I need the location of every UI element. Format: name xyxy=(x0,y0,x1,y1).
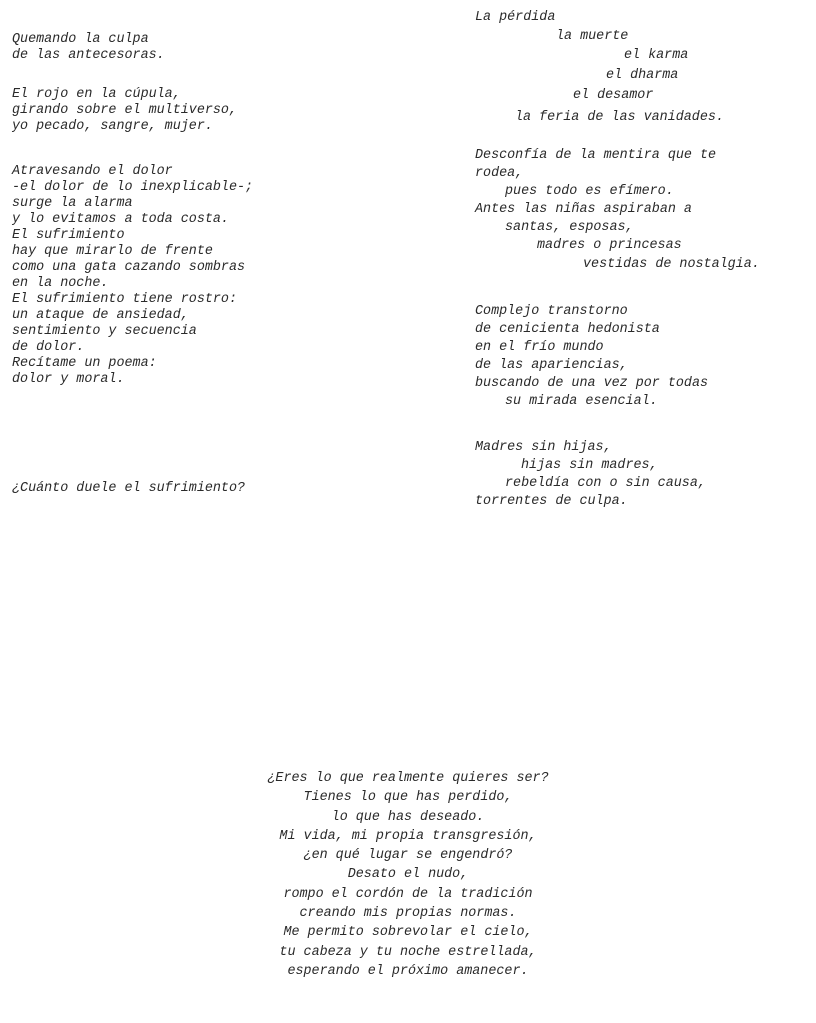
poem-line: pues todo es efímero. xyxy=(505,184,674,199)
poem-line: girando sobre el multiverso, xyxy=(12,103,237,118)
poem-line: de las antecesoras. xyxy=(12,48,165,63)
poem-line: rebeldía con o sin causa, xyxy=(505,476,706,491)
poem-line: Mi vida, mi propia transgresión, xyxy=(279,828,537,844)
poem-line: Desconfía de la mentira que te xyxy=(475,148,717,163)
center-poem xyxy=(0,769,816,981)
poem-line: de las apariencias, xyxy=(475,358,628,373)
poem-line: hijas sin madres, xyxy=(521,458,658,473)
poem-line: Tienes lo que has perdido, xyxy=(303,790,513,806)
poem-line: Madres sin hijas, xyxy=(475,440,612,455)
poem-line: ¿Cuánto duele el sufrimiento? xyxy=(12,481,246,496)
poem-line: el desamor xyxy=(573,88,654,103)
poem-line: santas, esposas, xyxy=(505,220,634,235)
poem-line: la feria de las vanidades. xyxy=(515,110,724,125)
poem-line: rompo el cordón de la tradición xyxy=(283,886,533,902)
poem-line: Antes las niñas aspiraban a xyxy=(475,202,692,217)
poem-line: la muerte xyxy=(556,29,629,44)
poem-line: La pérdida xyxy=(475,10,556,25)
poem-line: hay que mirarlo de frente xyxy=(12,244,213,259)
poem-line: de dolor. xyxy=(12,340,85,355)
poem-line: su mirada esencial. xyxy=(505,394,658,409)
poem-line: ¿Eres lo que realmente quieres ser? xyxy=(267,771,549,786)
poem-line: surge la alarma xyxy=(12,196,133,211)
poem-line: tu cabeza y tu noche estrellada, xyxy=(279,944,537,960)
poem-line: yo pecado, sangre, mujer. xyxy=(12,119,213,134)
poem-line: en la noche. xyxy=(12,276,109,291)
poem-line: ¿en qué lugar se engendró? xyxy=(303,848,513,864)
poem-line: Recítame un poema: xyxy=(12,356,157,371)
poem-line: esperando el próximo amanecer. xyxy=(287,963,529,979)
poem-line: creando mis propias normas. xyxy=(299,906,517,922)
poem-line: el dharma xyxy=(606,68,679,83)
poem-line: El sufrimiento tiene rostro: xyxy=(12,292,237,307)
poem-line: dolor y moral. xyxy=(12,372,125,387)
poem-line: -el dolor de lo inexplicable-; xyxy=(12,180,254,195)
poem-line: de cenicienta hedonista xyxy=(475,322,660,337)
poem-line: como una gata cazando sombras xyxy=(12,260,246,275)
poem-line: el karma xyxy=(624,48,689,63)
poem-line: vestidas de nostalgia. xyxy=(583,257,760,272)
poem-line: lo que has deseado. xyxy=(331,809,485,825)
poem-line: El sufrimiento xyxy=(12,228,125,243)
poem-line: buscando de una vez por todas xyxy=(475,376,709,391)
poem-line: Complejo transtorno xyxy=(475,304,628,319)
poem-line: y lo evitamos a toda costa. xyxy=(12,212,229,227)
poem-line: un ataque de ansiedad, xyxy=(12,308,189,323)
poem-line: El rojo en la cúpula, xyxy=(12,87,181,102)
poem-line: rodea, xyxy=(475,166,524,181)
poem-line: Desato el nudo, xyxy=(347,867,469,883)
poem-line: Quemando la culpa xyxy=(12,32,149,47)
poem-line: torrentes de culpa. xyxy=(475,494,628,509)
poem-line: sentimiento y secuencia xyxy=(12,324,197,339)
poem-line: Atravesando el dolor xyxy=(12,164,173,179)
poem-line: en el frío mundo xyxy=(475,340,604,355)
poem-line: Me permito sobrevolar el cielo, xyxy=(283,925,533,941)
poem-line: madres o princesas xyxy=(537,238,682,253)
